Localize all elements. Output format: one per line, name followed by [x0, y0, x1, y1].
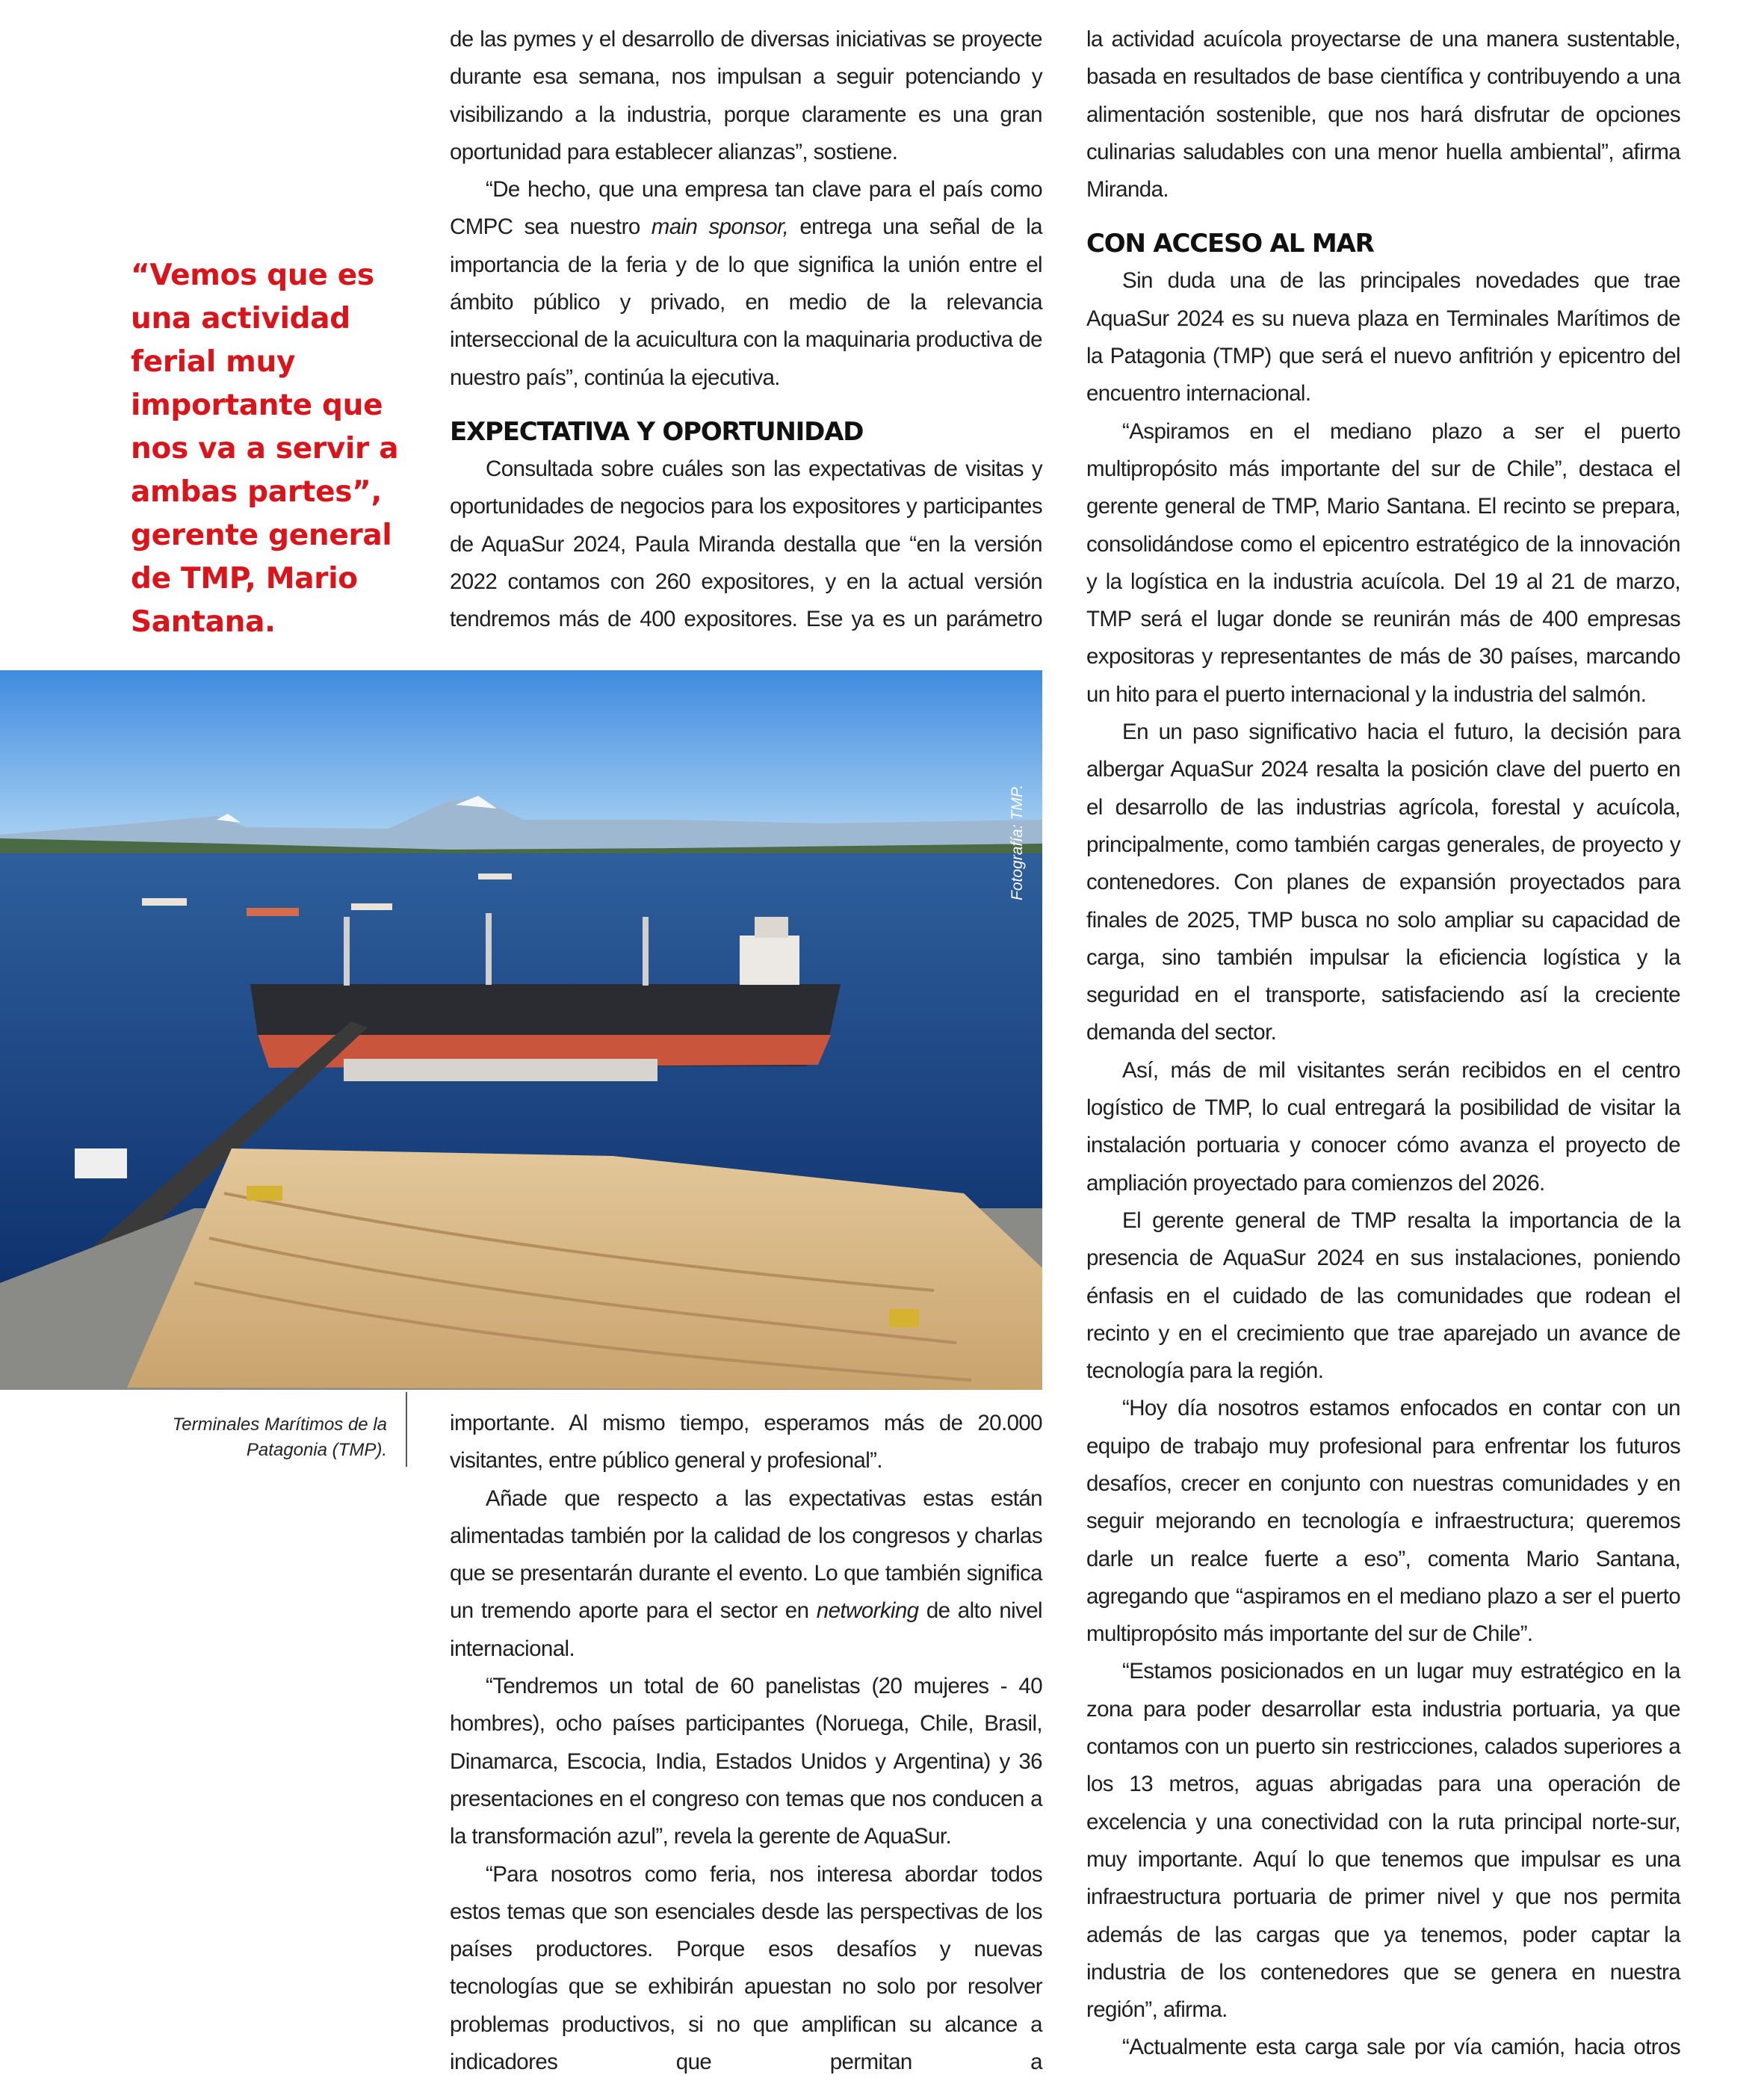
paragraph: El gerente general de TMP resalta la importancia de la presencia de AquaSur 2024 en sus instalaciones, poniendo énfasis en el cuidado de las comunidades que rodean el recinto y en el crecimiento que trae aparejado un avance de tecnología para la región. — [1086, 1208, 1680, 1384]
paragraph: “Para nosotros como feria, nos interesa abordar todos estos temas que son esenciales desde las perspectivas de los países productores. Porque esos desafíos y nuevas tecnologías que se exhibirán apuestan no solo por resolver problemas productivos, si no que amplifican su alcance a indicadores que permitan a — [450, 1861, 1042, 2075]
port-photo — [0, 670, 1042, 1390]
paragraph: “Estamos posicionados en un lugar muy estratégico en la zona para poder desarrollar esta industria portuaria, ya que contamos con un puerto sin restricciones, calados superiores a los 13 metros, aguas abrigadas para una operación de excelencia y una conectividad con la ruta principal norte-sur, muy importante. Aquí lo que tenemos que impulsar es una infraestructura portuaria de primer nivel y que nos permita además de las cargas que ya tenemos, poder captar la industria de los contenedores que se genera en nuestra región”, afirma. — [1086, 1659, 1680, 2023]
paragraph: “Hoy día nosotros estamos enfocados en contar con un equipo de trabajo muy profesional para enfrentar los futuros desafíos, crecer en conjunto con nuestras comunidades y en seguir mejorando en tecnología e infraestructura; queremos darle un realce fuerte a eso”, comenta Mario Santana, agregando que “aspiramos en el mediano plazo a ser el puerto multipropósito más importante del sur de Chile”. — [1086, 1396, 1680, 1647]
column-2 — [1086, 21, 1680, 2067]
paragraph: Así, más de mil visitantes serán recibidos en el centro logístico de TMP, lo cual entregará la posibilidad de visitar la instalación portuaria y conocer cómo avanza el proyecto de ampliación proyectado para comienzos del 2026. — [1086, 1057, 1680, 1196]
column-1-top — [450, 21, 1042, 638]
section-heading: CON ACCESO AL MAR — [1086, 229, 1374, 259]
photo-credit: Fotografía: TMP. — [1009, 785, 1026, 900]
caption-divider — [406, 1392, 407, 1467]
paragraph: Sin duda una de las principales novedades que trae AquaSur 2024 es su nueva plaza en Terminales Marítimos de la Patagonia (TMP) que será el nuevo anfitrión y epicentro del encuentro internacional. — [1086, 268, 1680, 406]
paragraph: “Tendremos un total de 60 panelistas (20 mujeres - 40 hombres), ocho países participantes (Noruega, Chile, Brasil, Dinamarca, Escocia, India, Estados Unidos y Argentina) y 36 presentaciones en el congreso con temas que nos conducen a la transformación azul”, revela la gerente de AquaSur. — [450, 1674, 1042, 1849]
paragraph: En un paso significativo hacia el futuro, la decisión para albergar AquaSur 2024 resalta la posición clave del puerto en el desarrollo de las industrias agrícola, forestal y acuícola, principalmente, como también cargas generales, de proyecto y contenedores. Con planes de expansión proyectados para finales de 2025, TMP busca no solo ampliar su capacidad de carga, sino también impulsar la eficiencia logística y la seguridad en el transporte, satisfaciendo así la creciente demanda del sector. — [1086, 720, 1680, 1045]
paragraph: Añade que respecto a las expectativas estas están alimentadas también por la calidad de los congresos y charlas que se presentarán durante el evento. Lo que también significa un tremendo aporte para el sector en networking de alto nivel internacional. — [450, 1485, 1042, 1661]
section-heading: EXPECTATIVA Y OPORTUNIDAD — [450, 416, 864, 447]
paragraph: “De hecho, que una empresa tan clave para el país como CMPC sea nuestro main sponsor, entrega una señal de la importancia de la feria y de lo que significa la unión entre el ámbito público y privado, en medio de la relevancia interseccional de la acuicultura con la maquinaria productiva de nuestro país”, continúa la ejecutiva. — [450, 177, 1042, 390]
paragraph: importante. Al mismo tiempo, esperamos más de 20.000 visitantes, entre público general y profesional”. — [450, 1411, 1042, 1474]
paragraph: la actividad acuícola proyectarse de una manera sustentable, basada en resultados de base científica y contribuyendo a una alimentación sostenible, que nos hará disfrutar de opciones culinarias saludables con una menor huella ambiental”, afirma Miranda. — [1086, 27, 1680, 202]
photo-caption: Terminales Marítimos de la Patagonia (TMP). — [172, 1414, 387, 1460]
paragraph: Consultada sobre cuáles son las expectativas de visitas y oportunidades de negocios para los expositores y participantes de AquaSur 2024, Paula Miranda destalla que “en la versión 2022 contamos con 260 expositores, y en la actual versión tendremos más de 400 expositores. Ese ya es un parámetro — [450, 456, 1042, 632]
paragraph: de las pymes y el desarrollo de diversas iniciativas se proyecte durante esa semana, nos impulsan a seguir potenciando y visibilizando a la industria, porque claramente es una gran oportunidad para establecer alianzas”, sostiene. — [450, 27, 1042, 164]
column-1-bottom — [450, 1405, 1042, 2081]
pull-quote: “Vemos que es una actividad ferial muy importante que nos va a servir a ambas partes”, gerente general de TMP, Mario Santana. — [131, 259, 399, 639]
paragraph: “Actualmente esta carga sale por vía camión, hacia otros — [1122, 2035, 1680, 2060]
paragraph: “Aspiramos en el mediano plazo a ser el puerto multipropósito más importante del sur de Chile”, destaca el gerente general de TMP, Mario Santana. El recinto se prepara, consolidándose como el epicentro estratégico de la innovación y la logística en la industria acuícola. Del 19 al 21 de marzo, TMP será el lugar donde se reunirán más de 400 empresas expositoras y representantes de más de 30 países, marcando un hito para el puerto internacional y la industria del salmón. — [1086, 418, 1680, 707]
